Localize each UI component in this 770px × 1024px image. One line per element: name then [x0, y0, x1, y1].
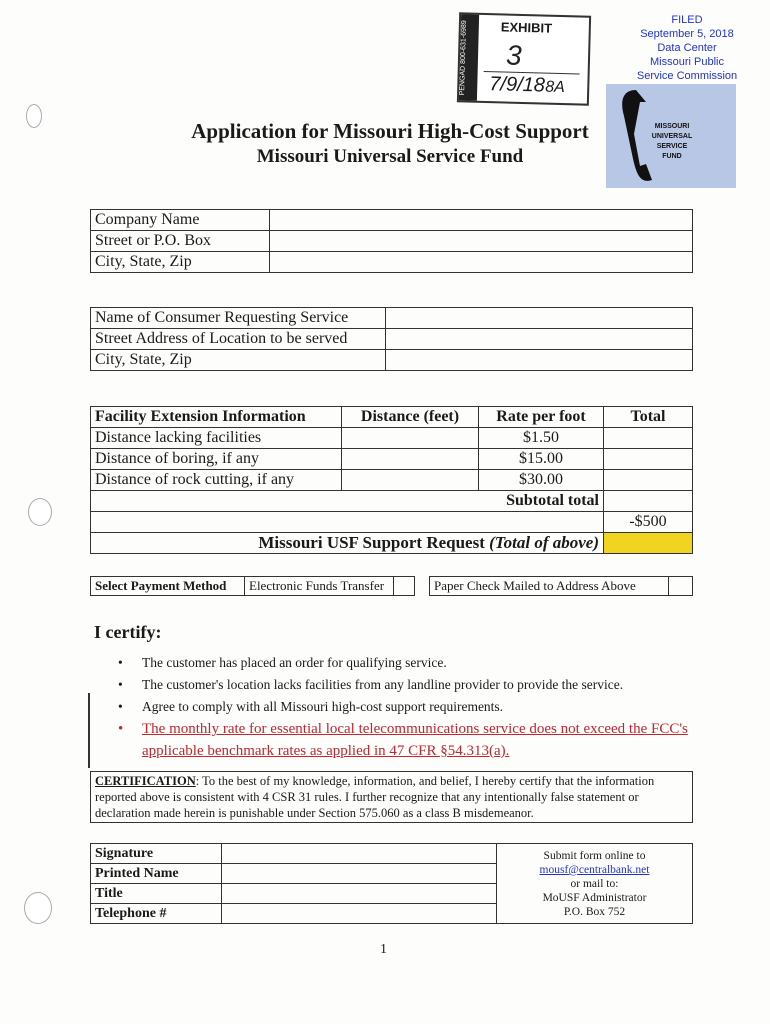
- subtotal-label: Subtotal total: [91, 491, 604, 512]
- table-row: [91, 512, 693, 533]
- page-number: 1: [380, 942, 387, 957]
- table-row: [91, 308, 693, 329]
- filed-line: Data Center: [657, 42, 717, 54]
- filed-line: September 5, 2018: [640, 28, 734, 40]
- signature-table: [90, 843, 693, 924]
- rate-value: $15.00: [479, 449, 604, 470]
- list-item: • The customer's location lacks facilities from any landline provider to provide the service.: [116, 674, 716, 696]
- title-label: Title: [91, 884, 222, 904]
- company-name-field[interactable]: [270, 210, 693, 231]
- certification-box: [90, 771, 693, 823]
- location-address-label: Street Address of Location to be served: [91, 329, 386, 350]
- eft-checkbox[interactable]: [394, 577, 415, 596]
- filed-stamp: [612, 13, 762, 83]
- subtotal-field[interactable]: [604, 491, 693, 512]
- facility-header: Facility Extension Information: [91, 407, 342, 428]
- table-header-row: [91, 407, 693, 428]
- stamp-date: 7/9/18: [489, 73, 546, 97]
- table-row: [91, 231, 693, 252]
- list-item: • The customer has placed an order for qualifying service.: [116, 652, 716, 674]
- request-note: (Total of above): [489, 533, 599, 552]
- payment-method-table: [90, 576, 693, 596]
- logo-text: MISSOURI: [654, 123, 690, 130]
- total-field[interactable]: [604, 428, 693, 449]
- rate-header: Rate per foot: [479, 407, 604, 428]
- table-row: [91, 350, 693, 371]
- rate-value: $30.00: [479, 470, 604, 491]
- filed-line: Service Commission: [636, 70, 738, 82]
- consumer-name-label: Name of Consumer Requesting Service: [91, 308, 386, 329]
- distance-field[interactable]: [342, 449, 479, 470]
- total-field[interactable]: [604, 470, 693, 491]
- table-row: [91, 449, 693, 470]
- telephone-field[interactable]: [222, 904, 497, 924]
- facility-table: [90, 406, 693, 554]
- logo-text: FUND: [662, 153, 682, 160]
- total-field[interactable]: [604, 449, 693, 470]
- row-label: Distance of rock cutting, if any: [91, 470, 342, 491]
- table-row: [91, 577, 693, 596]
- request-label: Missouri USF Support Request: [258, 533, 485, 552]
- stamp-side-text: PENGAD 800-631-6989: [459, 14, 479, 100]
- consumer-name-field[interactable]: [386, 308, 693, 329]
- rate-value: $1.50: [479, 428, 604, 449]
- table-row: [91, 470, 693, 491]
- logo-text: UNIVERSAL: [651, 133, 693, 140]
- certification-label: CERTIFICATION: [95, 774, 196, 788]
- punch-hole: [24, 892, 52, 924]
- city-label: City, State, Zip: [91, 252, 270, 273]
- list-item: • Agree to comply with all Missouri high-cost support requirements.: [116, 696, 716, 718]
- logo-text: SERVICE: [656, 143, 688, 150]
- request-total-field[interactable]: [604, 533, 693, 554]
- table-row: [91, 491, 693, 512]
- stamp-initials: 8A: [545, 78, 566, 97]
- title-field[interactable]: [222, 884, 497, 904]
- distance-field[interactable]: [342, 428, 479, 449]
- telephone-label: Telephone #: [91, 904, 222, 924]
- submit-line: P.O. Box 752: [563, 906, 626, 918]
- submit-line: MoUSF Administrator: [542, 892, 647, 904]
- distance-header: Distance (feet): [342, 407, 479, 428]
- page-subtitle: Missouri Universal Service Fund: [256, 146, 524, 167]
- submit-info: [497, 844, 693, 924]
- street-label: Street or P.O. Box: [91, 231, 270, 252]
- table-row: [91, 329, 693, 350]
- consumer-city-field[interactable]: [386, 350, 693, 371]
- table-row: [91, 428, 693, 449]
- row-label: Distance lacking facilities: [91, 428, 342, 449]
- list-item: • The monthly rate for essential local telecommunications service does not exceed the FCC's applicable benchmark rates as applied in 47 CFR §54.313(a).: [116, 718, 716, 762]
- location-address-field[interactable]: [386, 329, 693, 350]
- street-field[interactable]: [270, 231, 693, 252]
- check-option[interactable]: Paper Check Mailed to Address Above: [430, 577, 669, 596]
- filed-line: FILED: [671, 14, 703, 26]
- deduction-value: -$500: [604, 512, 693, 533]
- page-title: Application for Missouri High-Cost Support: [191, 119, 589, 143]
- blank-cell: [91, 512, 604, 533]
- table-row: [91, 844, 693, 864]
- submit-line: or mail to:: [570, 878, 619, 890]
- consumer-table: [90, 307, 693, 371]
- company-name-label: Company Name: [91, 210, 270, 231]
- distance-field[interactable]: [342, 470, 479, 491]
- table-row: [91, 533, 693, 554]
- company-table: [90, 209, 693, 273]
- stamp-word: EXHIBIT: [500, 19, 553, 36]
- certify-list: [116, 652, 716, 762]
- signature-field[interactable]: [222, 844, 497, 864]
- table-row: [91, 252, 693, 273]
- consumer-city-label: City, State, Zip: [91, 350, 386, 371]
- payment-label: Select Payment Method: [91, 577, 245, 596]
- certify-heading: I certify:: [94, 622, 162, 642]
- printed-name-field[interactable]: [222, 864, 497, 884]
- city-field[interactable]: [270, 252, 693, 273]
- stamp-number: 3: [505, 39, 523, 71]
- punch-hole: [28, 498, 52, 526]
- printed-name-label: Printed Name: [91, 864, 222, 884]
- total-header: Total: [604, 407, 693, 428]
- punch-hole: [26, 104, 42, 128]
- eft-option[interactable]: Electronic Funds Transfer: [245, 577, 394, 596]
- check-checkbox[interactable]: [669, 577, 693, 596]
- email-link[interactable]: mousf@centralbank.net: [539, 864, 650, 876]
- certification-text: : To the best of my knowledge, information, and belief, I hereby certify that the information reported above is consistent with 4 CSR 31 rules. I further recognize that any intentionally false statement or declaration made herein is punishable under Section 575.060 as a class B misdemeanor.: [95, 774, 655, 820]
- signature-label: Signature: [91, 844, 222, 864]
- exhibit-stamp: [457, 12, 591, 105]
- margin-bar: [88, 693, 90, 768]
- table-row: [91, 210, 693, 231]
- submit-line: Submit form online to: [543, 850, 646, 862]
- row-label: Distance of boring, if any: [91, 449, 342, 470]
- filed-line: Missouri Public: [650, 56, 724, 68]
